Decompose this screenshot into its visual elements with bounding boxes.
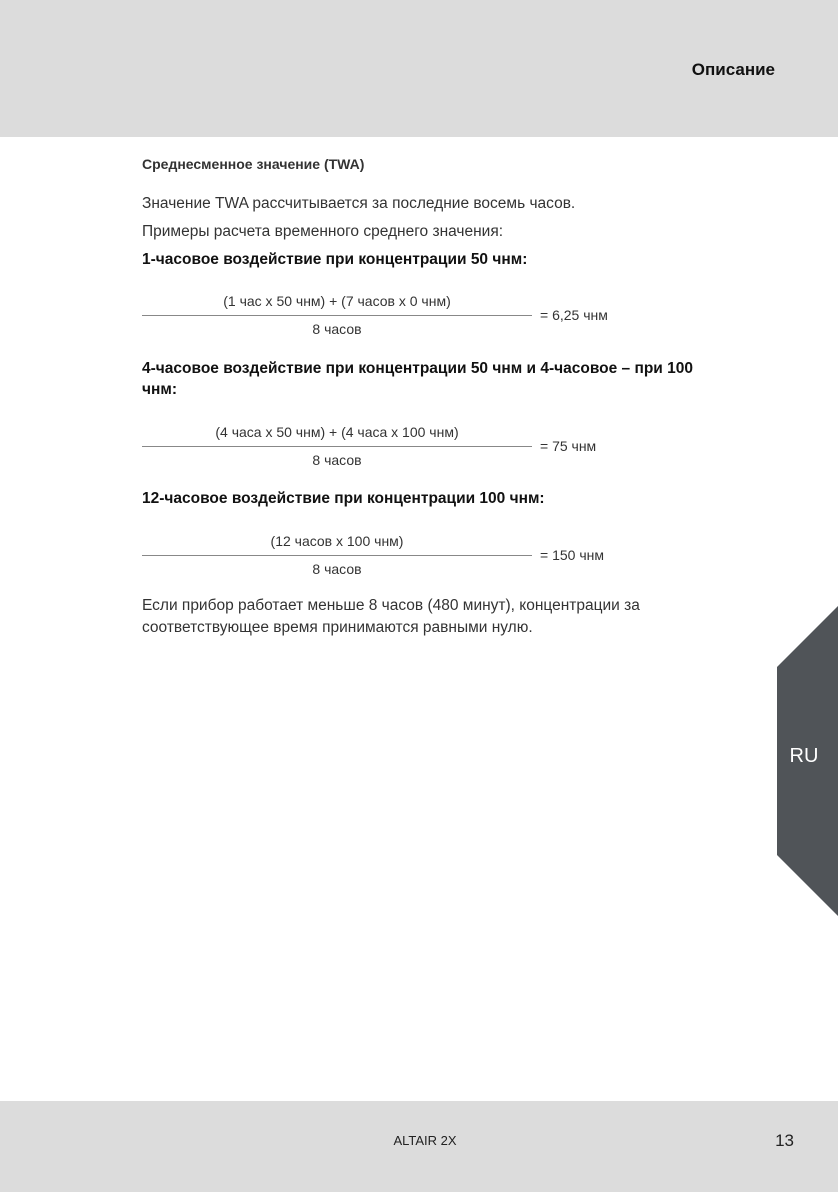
formula-numerator: (12 часов x 100 чнм) [270,533,404,549]
example-heading-2: 4-часовое воздействие при концентрации 50 чнм и 4-часовое – при 100 чнм: [142,360,693,398]
fraction-bar [142,555,532,556]
formula-result: = 6,25 чнм [540,307,608,323]
formula-denominator: 8 часов [312,321,362,337]
example-heading-3: 12-часовое воздействие при концентрации 100 чнм: [142,490,545,507]
formula-numerator: (4 часа x 50 чнм) + (4 часа x 100 чнм) [215,424,459,440]
formula-result: = 150 чнм [540,547,604,563]
section-heading: Среднесменное значение (TWA) [142,156,365,172]
page-number: 13 [775,1131,794,1150]
formula-2 [142,424,662,484]
language-tab-label: RU [789,745,819,767]
formula-denominator: 8 часов [312,561,362,577]
formula-3 [142,533,662,593]
note-line-1: Если прибор работает меньше 8 часов (480 минут), концентрации за [142,597,640,614]
formula-denominator: 8 часов [312,452,362,468]
formula-result: = 75 чнм [540,438,597,454]
intro-paragraph-2: Примеры расчета временного среднего значения: [142,223,504,240]
page-section-title: Описание [691,60,775,79]
footer-product-name: ALTAIR 2X [393,1133,457,1148]
intro-paragraph-1: Значение TWA рассчитывается за последние восемь часов. [142,195,576,212]
note-line-2: соответствующее время принимаются равными нулю. [142,619,533,636]
fraction-bar [142,315,532,316]
formula-1 [142,293,662,353]
fraction-bar [142,446,532,447]
example-heading-1: 1-часовое воздействие при концентрации 50 чнм: [142,251,528,268]
formula-numerator: (1 час x 50 чнм) + (7 часов x 0 чнм) [223,293,451,309]
